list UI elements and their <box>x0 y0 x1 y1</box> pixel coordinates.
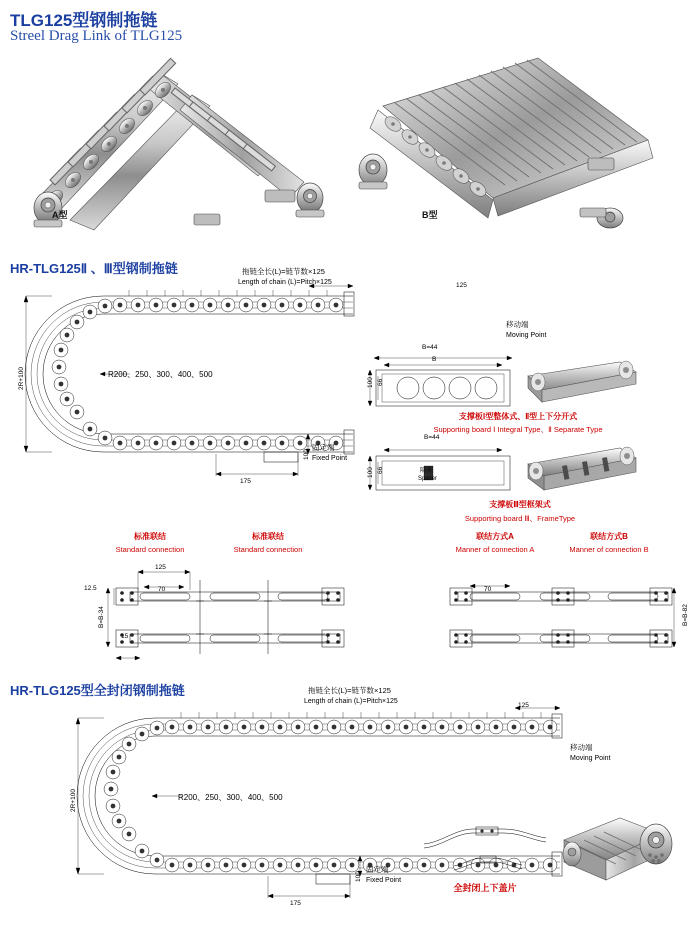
conn-dim-b34: B=B-34 <box>98 606 105 628</box>
spacer-label-cn: 隔条 <box>420 468 433 474</box>
chain1-length-cn: 拖链全长(L)=链节数×125 <box>242 267 325 276</box>
section2-heading: HR-TLG125型全封闭钢制拖链 <box>10 683 185 698</box>
chain1-dim-175: 175 <box>240 478 251 485</box>
photo-type-a <box>10 48 340 228</box>
chain2-length-cn: 拖链全长(L)=链节数×125 <box>308 686 391 695</box>
support12-caption-cn: 支撑板Ⅰ型整体式、Ⅱ型上下分开式 <box>458 412 578 421</box>
chain2-moving-en: Moving Point <box>570 755 611 762</box>
support12-b: B <box>432 356 437 363</box>
chain1-dim-100: 100 <box>303 449 310 460</box>
chain1-length-en: Length of chain (L)=Pitch×125 <box>238 279 332 286</box>
chain1-radius: R200、250、300、400、500 <box>108 370 213 379</box>
support-board-3-drawing <box>368 442 518 498</box>
chain2-dim-100: 100 <box>355 871 362 882</box>
support12-caption-en: Supporting board Ⅰ Integral Type、Ⅱ Separate Type <box>433 425 603 434</box>
conn-dim-15: 15 <box>121 633 129 640</box>
support12-h66: 66 <box>377 378 384 386</box>
support-board-12-photo <box>520 356 640 408</box>
support3-caption-en: Supporting board Ⅲ、FrameType <box>464 514 576 523</box>
std-connection-1-en: Standard connection <box>115 545 185 554</box>
std-connection-2-cn: 标准联结 <box>252 532 284 541</box>
chain2-fixed-cn: 固定端 <box>366 865 389 874</box>
support3-caption-cn: 支撑板Ⅲ型框架式 <box>489 500 551 509</box>
support3-h66: 66 <box>377 466 384 474</box>
connection-drawing-left <box>100 562 350 672</box>
chain2-dim-175: 175 <box>290 900 301 907</box>
chain2-dim-125: 125 <box>518 702 529 709</box>
cover-plate-drawing <box>420 820 550 875</box>
chain1-fixed-en: Fixed Point <box>312 455 348 462</box>
chain1-moving-cn: 移动端 <box>506 320 529 329</box>
manner-b-cn: 联结方式B <box>590 532 628 541</box>
page-title-cn: TLG125型钢制拖链 <box>10 11 158 30</box>
chain2-radius: R200、250、300、400、500 <box>178 793 283 802</box>
photo-type-b <box>348 48 693 228</box>
support-board-12-drawing <box>368 352 518 412</box>
support3-h100: 100 <box>367 467 374 478</box>
chain1-fixed-cn: 固定端 <box>312 443 335 452</box>
chain1-height: 2R+100 <box>18 367 25 390</box>
support12-b44: B=44 <box>422 344 438 351</box>
connection-drawing-right <box>448 562 678 672</box>
std-connection-2-en: Standard connection <box>233 545 303 554</box>
manner-b-en: Manner of connection B <box>569 545 649 554</box>
cover-plate-photo <box>558 810 688 890</box>
cover-plate-caption: 全封闭上下盖片 <box>453 883 517 893</box>
chain2-height: 2R+100 <box>70 789 77 812</box>
chain1-moving-en: Moving Point <box>506 332 547 339</box>
photo-b-caption: B型 <box>422 210 438 220</box>
conn-dim-b82: B=B-82 <box>682 604 689 626</box>
conn-dim-70-left: 70 <box>158 586 166 593</box>
chain1-dim-125: 125 <box>456 282 467 289</box>
support12-h100: 100 <box>367 377 374 388</box>
page-title-en: Streel Drag Link of TLG125 <box>10 28 183 44</box>
support-board-3-photo <box>520 442 640 496</box>
std-connection-1-cn: 标准联结 <box>134 532 166 541</box>
chain2-fixed-en: Fixed Point <box>366 877 402 884</box>
conn-dim-12-5: 12.5 <box>84 585 97 592</box>
conn-dim-70-right: 70 <box>484 586 492 593</box>
photo-a-caption: A型 <box>52 210 68 220</box>
support3-b44: B=44 <box>424 434 440 441</box>
section1-heading: HR-TLG125Ⅱ 、Ⅲ型钢制拖链 <box>10 261 178 276</box>
conn-dim-125: 125 <box>155 564 166 571</box>
spacer-label-en: Spacer <box>418 476 438 482</box>
manner-a-cn: 联结方式A <box>476 532 514 541</box>
chain-diagram-2 <box>60 700 580 910</box>
chain2-moving-cn: 移动端 <box>570 743 593 752</box>
manner-a-en: Manner of connection A <box>455 545 535 554</box>
chain2-length-en: Length of chain (L)=Pitch×125 <box>304 698 398 705</box>
